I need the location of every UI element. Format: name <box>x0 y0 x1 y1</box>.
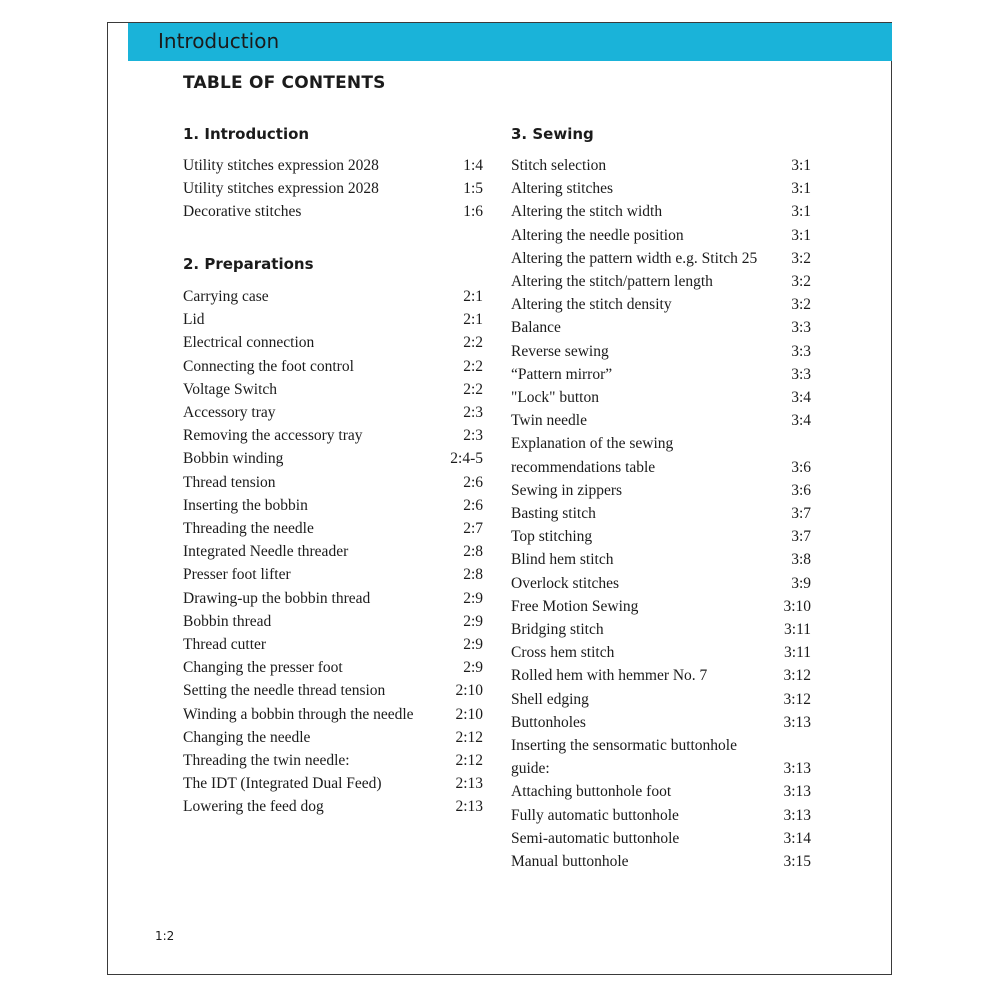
toc-entry <box>511 595 811 618</box>
toc-entry-label: Altering the stitch density <box>511 296 672 314</box>
toc-entry-page: 2:9 <box>463 612 483 630</box>
toc-entry-label: Changing the needle <box>183 728 311 746</box>
toc-entry <box>183 587 483 610</box>
toc-entry-label: Connecting the foot control <box>183 357 354 375</box>
toc-entry <box>183 308 483 331</box>
toc-entry <box>511 734 811 757</box>
toc-entry-page: 2:9 <box>463 659 483 677</box>
toc-entry-page: 3:2 <box>791 249 811 267</box>
toc-entry-page: 2:9 <box>463 636 483 653</box>
toc-entry <box>511 850 811 873</box>
toc-entry <box>183 517 483 540</box>
toc-entry-page: 2:2 <box>463 334 483 352</box>
toc-title: TABLE OF CONTENTS <box>183 73 386 93</box>
toc-entry-page: 2:10 <box>455 705 483 723</box>
toc-entry <box>183 154 483 177</box>
toc-entry-label: Utility stitches expression 2028 <box>183 180 379 198</box>
toc-entry <box>511 525 811 548</box>
toc-entry-label: Drawing-up the bobbin thread <box>183 589 371 607</box>
toc-entry-page: 3:14 <box>783 829 811 847</box>
toc-entry <box>511 386 811 409</box>
toc-entry-label: Altering the pattern width e.g. Stitch 25 <box>511 249 758 267</box>
toc-entry <box>183 471 483 494</box>
toc-entry-page: 3:4 <box>791 389 811 406</box>
toc-entry <box>183 401 483 424</box>
toc-entry-page: 3:1 <box>791 157 811 174</box>
toc-entry-label: Inserting the sensormatic buttonhole <box>511 737 737 754</box>
toc-entry <box>511 548 811 571</box>
toc-entry <box>183 726 483 749</box>
toc-entry-label: recommendations table <box>511 458 656 476</box>
toc-entry <box>511 340 811 363</box>
toc-entry-label: Attaching buttonhole foot <box>511 783 672 801</box>
toc-entry-page: 3:3 <box>791 319 811 337</box>
toc-entry <box>183 610 483 633</box>
toc-entry-page: 3:8 <box>791 551 811 569</box>
toc-entry-page: 3:3 <box>791 365 811 383</box>
toc-entry <box>511 711 811 734</box>
toc-entry <box>183 447 483 470</box>
toc-entry-label: Top stitching <box>511 528 593 546</box>
toc-entry <box>511 316 811 339</box>
page-number: 1:2 <box>155 929 175 943</box>
toc-entry-page: 3:6 <box>791 458 811 476</box>
toc-entry <box>511 827 811 850</box>
toc-entry-label: The IDT (Integrated Dual Feed) <box>183 775 382 793</box>
toc-entry <box>183 200 483 223</box>
toc-entry-label: Winding a bobbin through the needle <box>183 705 414 723</box>
toc-entry-label: Altering the needle position <box>511 226 684 244</box>
toc-entry <box>183 679 483 702</box>
toc-entry <box>511 572 811 595</box>
toc-entry-page: 2:13 <box>455 775 483 793</box>
toc-entry-label: Rolled hem with hemmer No. 7 <box>511 667 708 685</box>
toc-entry-label: Semi-automatic buttonhole <box>511 829 680 847</box>
toc-entry-label: Threading the needle <box>183 520 314 537</box>
toc-entry-page: 3:6 <box>791 481 811 499</box>
toc-entry-page: 3:13 <box>783 760 811 778</box>
toc-entry-page: 2:13 <box>455 798 483 816</box>
toc-entry-page: 3:4 <box>791 412 811 430</box>
toc-entry-label: Lowering the feed dog <box>183 798 324 816</box>
toc-entry <box>511 479 811 502</box>
toc-entry-page: 2:12 <box>455 752 483 769</box>
section-heading-sewing: 3. Sewing <box>511 125 594 143</box>
toc-entry-label: Changing the presser foot <box>183 659 343 677</box>
toc-entry <box>511 224 811 247</box>
toc-entry-page: 3:7 <box>791 528 811 546</box>
toc-entry-label: "Lock" button <box>511 389 599 406</box>
toc-entry-label: Explanation of the sewing <box>511 435 674 453</box>
toc-entry <box>183 494 483 517</box>
toc-entry-page: 1:5 <box>463 180 483 198</box>
toc-entry-page: 3:9 <box>791 574 811 592</box>
toc-entry-label: Bobbin thread <box>183 612 272 630</box>
toc-entry-label: Thread cutter <box>183 636 267 653</box>
toc-entry-page: 3:12 <box>783 690 811 708</box>
toc-entry-label: Electrical connection <box>183 334 315 352</box>
toc-entry-page: 1:6 <box>463 203 483 221</box>
toc-entry-page: 2:6 <box>463 473 483 491</box>
toc-entry-label: Utility stitches expression 2028 <box>183 157 379 174</box>
toc-entry <box>511 154 811 177</box>
toc-entry-label: Decorative stitches <box>183 203 302 221</box>
toc-entry-label: Free Motion Sewing <box>511 597 639 615</box>
toc-entry-page: 2:2 <box>463 357 483 375</box>
toc-entry-label: Bobbin winding <box>183 450 284 468</box>
toc-entry-label: Integrated Needle threader <box>183 543 349 561</box>
toc-entry-label: Accessory tray <box>183 404 276 421</box>
toc-entry <box>183 772 483 795</box>
header-title: Introduction <box>158 29 280 53</box>
toc-entry-label: Manual buttonhole <box>511 853 629 870</box>
toc-entry-page: 3:2 <box>791 273 811 290</box>
toc-entry <box>511 757 811 780</box>
toc-entry-label: Blind hem stitch <box>511 551 614 569</box>
toc-entry-label: Cross hem stitch <box>511 644 615 662</box>
toc-entry-label: Stitch selection <box>511 157 607 174</box>
toc-entry-page: 2:7 <box>463 520 483 537</box>
toc-entry-label: Sewing in zippers <box>511 481 623 499</box>
toc-entry-label: Altering the stitch/pattern length <box>511 273 713 290</box>
toc-entry <box>183 563 483 586</box>
toc-entry-page: 2:3 <box>463 427 483 445</box>
toc-entry <box>183 331 483 354</box>
toc-entry-page: 2:8 <box>463 543 483 561</box>
toc-entry-page: 3:13 <box>783 713 811 731</box>
toc-entry-label: Bridging stitch <box>511 621 604 638</box>
toc-entry <box>511 641 811 664</box>
toc-entry-page: 2:10 <box>455 682 483 700</box>
toc-entry-label: Overlock stitches <box>511 574 620 592</box>
toc-entry-label: Altering stitches <box>511 180 614 198</box>
toc-entry <box>183 540 483 563</box>
toc-entry-page: 2:3 <box>463 404 483 421</box>
toc-entry <box>511 618 811 641</box>
toc-entry-page: 3:1 <box>791 226 811 244</box>
toc-entry <box>511 456 811 479</box>
toc-entry-label: Presser foot lifter <box>183 566 291 584</box>
toc-entry-page: 2:6 <box>463 496 483 514</box>
toc-entry-label: guide: <box>511 760 550 778</box>
section-heading-introduction: 1. Introduction <box>183 125 310 143</box>
toc-entry <box>511 432 811 455</box>
toc-entry <box>511 270 811 293</box>
section-heading-preparations: 2. Preparations <box>183 255 314 273</box>
toc-entry-label: Buttonholes <box>511 713 586 731</box>
toc-entry-page: 2:8 <box>463 566 483 584</box>
toc-entry-page: 3:12 <box>783 667 811 685</box>
toc-entry-label: Altering the stitch width <box>511 203 663 221</box>
manual-page <box>107 22 892 975</box>
toc-entry-page: 2:4-5 <box>450 450 483 468</box>
header-bar <box>128 23 892 61</box>
toc-entry-label: Twin needle <box>511 412 587 430</box>
toc-entry <box>511 780 811 803</box>
toc-entry-page: 2:1 <box>463 311 483 329</box>
toc-entry-label: Setting the needle thread tension <box>183 682 386 700</box>
toc-entry-label: Removing the accessory tray <box>183 427 363 445</box>
toc-entry <box>183 285 483 308</box>
toc-entry <box>183 177 483 200</box>
toc-entry-page: 3:2 <box>791 296 811 314</box>
toc-entry-label: Carrying case <box>183 288 269 305</box>
toc-entry <box>511 363 811 386</box>
toc-entry <box>511 664 811 687</box>
toc-entry-page: 2:9 <box>463 589 483 607</box>
toc-entry-page: 2:12 <box>455 728 483 746</box>
toc-entry-page: 3:10 <box>783 597 811 615</box>
toc-entry-page: 2:2 <box>463 380 483 398</box>
toc-entry-page: 3:1 <box>791 180 811 198</box>
toc-entry <box>511 409 811 432</box>
toc-entry <box>511 804 811 827</box>
toc-entry-label: Shell edging <box>511 690 589 708</box>
toc-entry <box>183 656 483 679</box>
toc-entry-label: Lid <box>183 311 205 329</box>
toc-entry-label: “Pattern mirror” <box>511 365 613 383</box>
toc-entry <box>183 424 483 447</box>
toc-entry-label: Fully automatic buttonhole <box>511 806 679 824</box>
toc-entry-label: Thread tension <box>183 473 276 491</box>
toc-entry <box>183 703 483 726</box>
toc-entry-page: 3:15 <box>783 853 811 870</box>
toc-entry-page: 2:1 <box>463 288 483 305</box>
toc-entry-page: 3:3 <box>791 342 811 360</box>
toc-entry <box>183 633 483 656</box>
toc-entry-label: Inserting the bobbin <box>183 496 308 514</box>
toc-entry-page: 3:7 <box>791 505 811 522</box>
toc-entry-page: 3:13 <box>783 783 811 801</box>
toc-entry <box>183 378 483 401</box>
toc-entry <box>183 355 483 378</box>
toc-entry <box>511 293 811 316</box>
toc-entry <box>511 247 811 270</box>
toc-entry-page: 1:4 <box>463 157 483 174</box>
toc-entry <box>183 795 483 818</box>
toc-entry-label: Reverse sewing <box>511 342 609 360</box>
toc-entry-page: 3:1 <box>791 203 811 221</box>
toc-entry <box>511 200 811 223</box>
toc-entry <box>511 177 811 200</box>
toc-entry-page: 3:11 <box>784 644 811 662</box>
toc-entry-label: Basting stitch <box>511 505 596 522</box>
toc-entry <box>511 502 811 525</box>
toc-entry-label: Voltage Switch <box>183 380 277 398</box>
toc-entry <box>183 749 483 772</box>
toc-entry-page: 3:11 <box>784 621 811 638</box>
toc-entry <box>511 688 811 711</box>
toc-entry-page: 3:13 <box>783 806 811 824</box>
toc-entry-label: Threading the twin needle: <box>183 752 350 769</box>
toc-entry-label: Balance <box>511 319 561 337</box>
